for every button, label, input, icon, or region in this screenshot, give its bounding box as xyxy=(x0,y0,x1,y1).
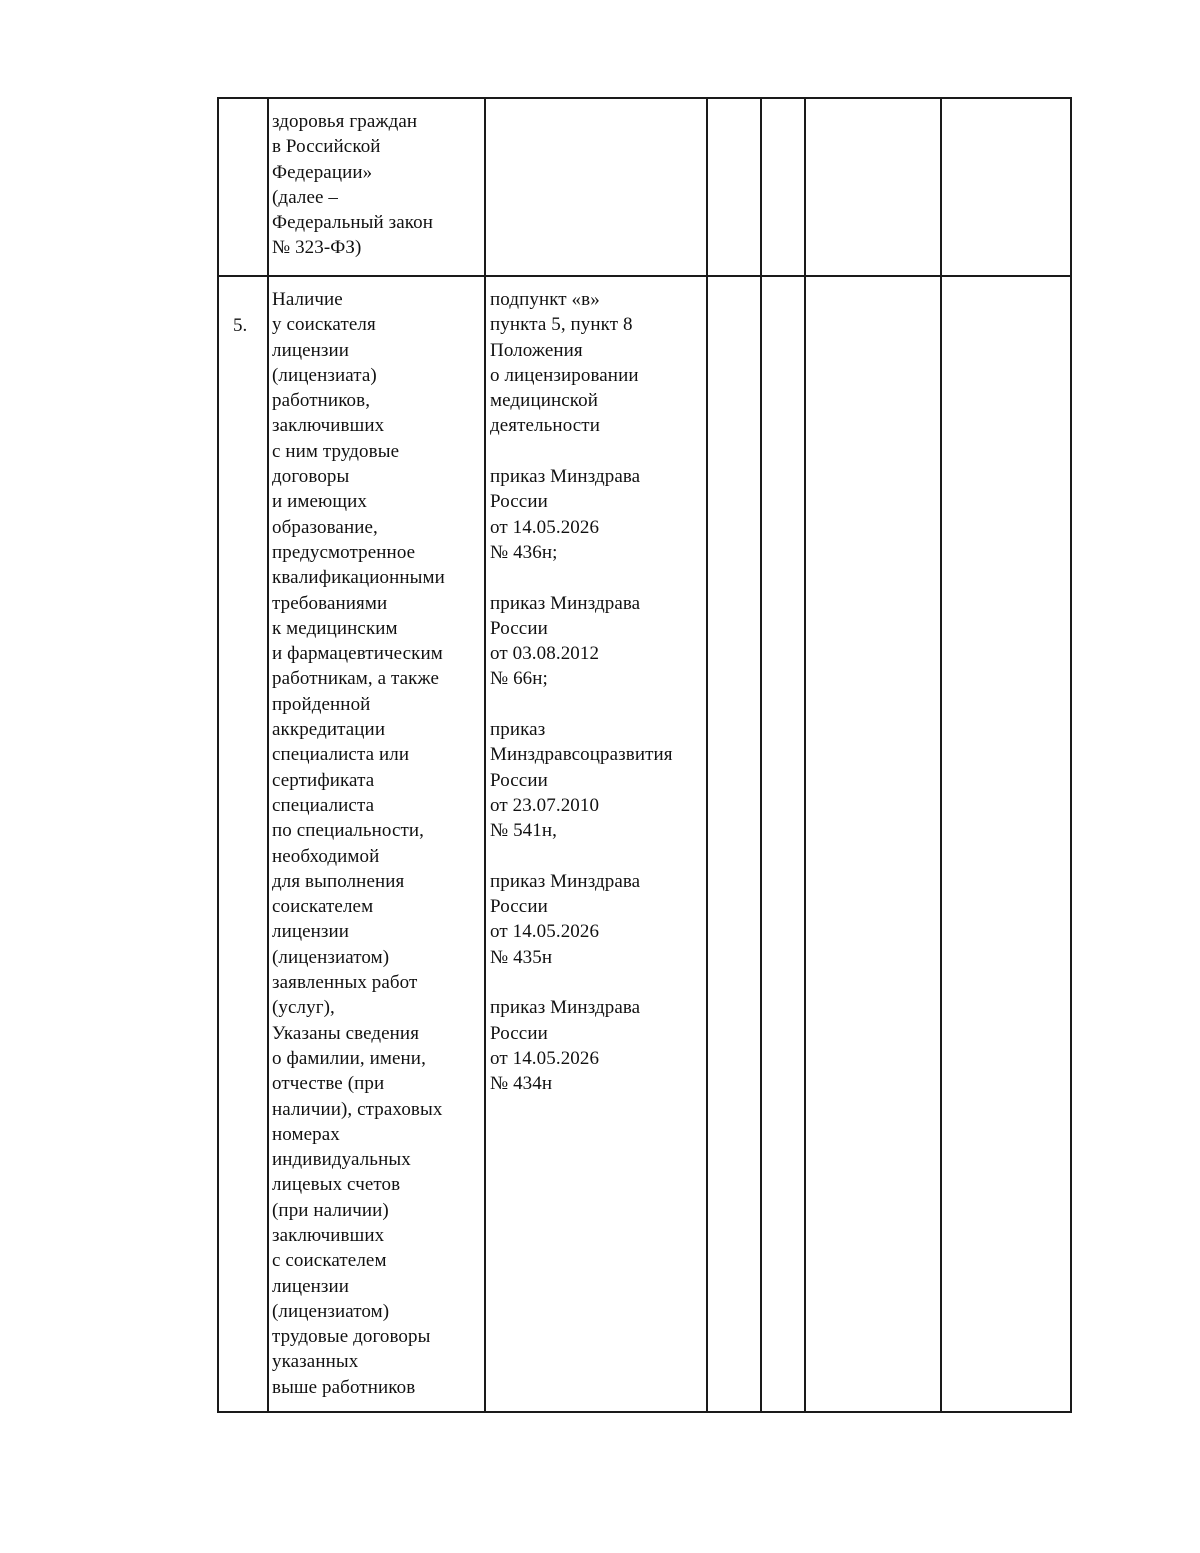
empty-cell xyxy=(805,276,941,1412)
table-row xyxy=(218,276,1071,1412)
empty-cell xyxy=(761,276,805,1412)
row-number: 5. xyxy=(233,315,248,336)
row-number xyxy=(219,99,267,135)
requirement-text: Наличие у соискателя лицензии (лицензиата) работников, заключивших с ним трудовые договоры и имеющих образование, предусмотренное квалификационными требованиями к медицинским и фармацевтическим работникам, а также пройденной аккредитации специалиста или сертификата специалиста по специальности, необходимой для выполнения соискателем лицензии (лицензиатом) заявленных работ (услуг), Указаны сведения о фамилии, имени, отчестве (при наличии), страховых номерах индивидуальных лицевых счетов (при наличии) заключивших с соискателем лицензии (лицензиатом) трудовые договоры указанных выше работников xyxy=(272,289,445,1398)
requirement-cell xyxy=(268,98,485,276)
reference-text: подпункт «в» пункта 5, пункт 8 Положения о лицензировании медицинской деятельности приказ Минздрава России от 14.05.2026 № 436н; приказ Минздрава России от 03.08.2012 № 66н; приказ Минздравсоцразвития России от 23.07.2010 № 541н, приказ Минздрава России от 14.05.2026 № 435н приказ Минздрава России от 14.05.2026 № 434н xyxy=(490,289,673,1095)
empty-cell xyxy=(707,276,761,1412)
empty-cell xyxy=(707,98,761,276)
reference-text xyxy=(486,99,706,109)
row-number-cell xyxy=(218,98,268,276)
table-row xyxy=(218,98,1071,276)
requirement-text: здоровья граждан в Российской Федерации» (далее – Федеральный закон № 323-ФЗ) xyxy=(272,111,433,259)
empty-cell xyxy=(761,98,805,276)
empty-cell xyxy=(805,98,941,276)
reference-cell xyxy=(485,98,707,276)
row-number-cell xyxy=(218,276,268,1412)
reference-cell xyxy=(485,276,707,1412)
requirements-table xyxy=(217,97,1072,1413)
empty-cell xyxy=(941,98,1071,276)
empty-cell xyxy=(941,276,1071,1412)
requirement-cell xyxy=(268,276,485,1412)
